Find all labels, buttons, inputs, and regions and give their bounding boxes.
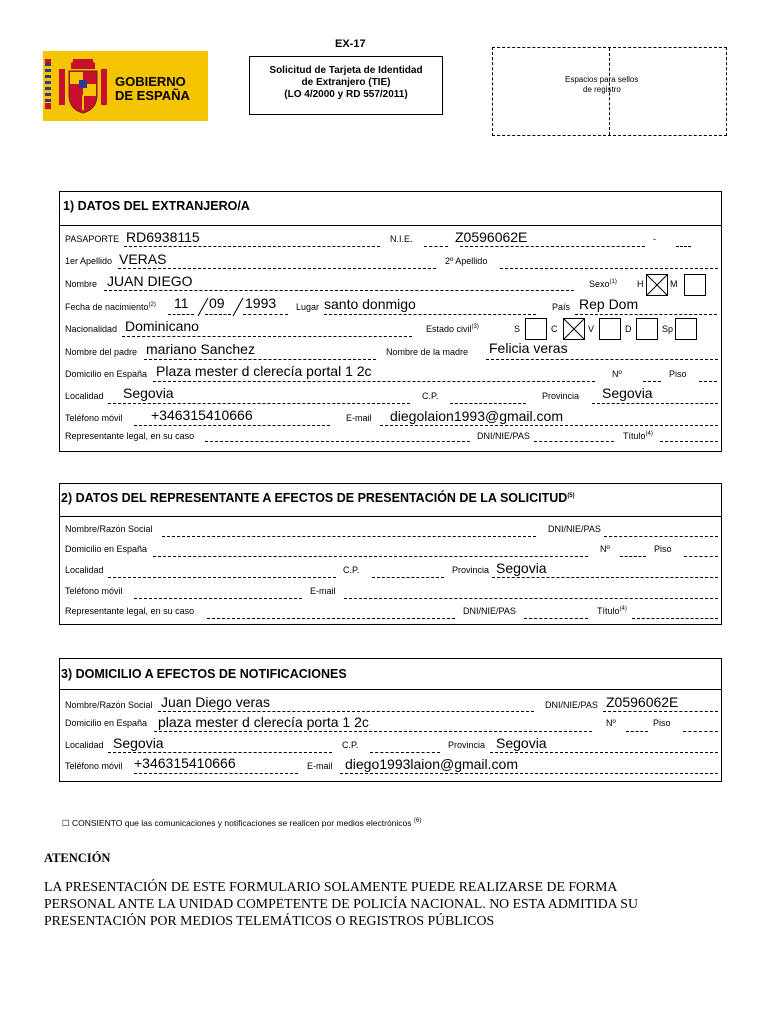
estado-s-label: S bbox=[514, 324, 521, 334]
estado-soltero-checkbox[interactable] bbox=[525, 318, 547, 340]
s3-telefono-value[interactable]: +346315410666 bbox=[134, 755, 236, 771]
s3-localidad-line bbox=[108, 752, 332, 753]
atencion-line2: PERSONAL ANTE LA UNIDAD COMPETENTE DE POLICÍA NACIONAL. NO ESTA ADMITIDA SU bbox=[44, 896, 638, 911]
s3-localidad-label: Localidad bbox=[65, 740, 104, 750]
registry-stamp-area bbox=[492, 47, 727, 136]
email-value[interactable]: diegolaion1993@gmail.com bbox=[390, 408, 563, 424]
s2-domicilio-label: Domicilio en España bbox=[65, 544, 148, 554]
fecha-mes-value[interactable]: 09 bbox=[209, 295, 225, 311]
email-label: E-mail bbox=[346, 413, 372, 423]
s2-nombre-label: Nombre/Razón Social bbox=[65, 524, 153, 534]
s2-provincia-line bbox=[492, 577, 718, 578]
fecha-dia-line bbox=[168, 314, 194, 315]
nie-line-a bbox=[424, 246, 448, 247]
padre-value[interactable]: mariano Sanchez bbox=[146, 341, 255, 357]
apellido2-label: 2º Apellido bbox=[445, 256, 488, 266]
s3-nombre-value[interactable]: Juan Diego veras bbox=[161, 694, 270, 710]
sexo-h-checkbox[interactable] bbox=[646, 274, 668, 296]
s2-dni-line[interactable] bbox=[604, 536, 718, 537]
estado-separado-checkbox[interactable] bbox=[675, 318, 697, 340]
s3-provincia-line bbox=[490, 752, 718, 753]
localidad-line bbox=[108, 403, 410, 404]
s3-email-label: E-mail bbox=[307, 761, 333, 771]
estado-v-label: V bbox=[588, 324, 595, 334]
pasaporte-line bbox=[124, 246, 380, 247]
s3-cp-label: C.P. bbox=[342, 740, 359, 750]
apellido1-value[interactable]: VERAS bbox=[119, 251, 167, 267]
s2-provincia-label: Provincia bbox=[452, 565, 490, 575]
lugar-value[interactable]: santo donmigo bbox=[324, 296, 416, 312]
localidad-value[interactable]: Segovia bbox=[123, 385, 174, 401]
consent-checkbox-text[interactable]: ☐ CONSIENTO que las comunicaciones y notificaciones se realicen por medios electrónicos $^{(6)}$ bbox=[62, 818, 422, 828]
nie-line-c bbox=[676, 246, 691, 247]
s3-email-line bbox=[340, 773, 718, 774]
estado-c-label: C bbox=[551, 324, 558, 334]
title-box bbox=[249, 56, 443, 115]
localidad-label: Localidad bbox=[65, 391, 104, 401]
titulo-line bbox=[660, 441, 718, 442]
s2-piso-line[interactable] bbox=[684, 556, 718, 557]
s3-localidad-value[interactable]: Segovia bbox=[113, 735, 164, 751]
gov-name-line2: DE ESPAÑA bbox=[115, 88, 190, 103]
title-line1: Solicitud de Tarjeta de Identidad bbox=[269, 65, 423, 76]
s2-titulo-line[interactable] bbox=[632, 618, 718, 619]
s2-cp-label: C.P. bbox=[343, 565, 360, 575]
s3-cp-line bbox=[370, 752, 440, 753]
s2-provincia-value[interactable]: Segovia bbox=[496, 560, 547, 576]
domicilio-line bbox=[153, 381, 595, 382]
cp-line bbox=[450, 403, 526, 404]
nombre-value[interactable]: JUAN DIEGO bbox=[107, 273, 193, 289]
s2-representante-label: Representante legal, en su caso bbox=[65, 606, 195, 616]
s3-dni-line bbox=[603, 711, 718, 712]
section-3-title: 3) DOMICILIO A EFECTOS DE NOTIFICACIONES bbox=[61, 667, 347, 681]
madre-line bbox=[486, 359, 718, 360]
nombre-line bbox=[104, 290, 574, 291]
section-3-title-divider bbox=[59, 689, 721, 690]
estado-sp-label: Sp bbox=[662, 324, 674, 334]
nacionalidad-label: Nacionalidad bbox=[65, 324, 118, 334]
estado-divorciado-checkbox[interactable] bbox=[636, 318, 658, 340]
representante-label: Representante legal, en su caso bbox=[65, 431, 195, 441]
s3-domicilio-label: Domicilio en España bbox=[65, 718, 148, 728]
section-1-title: 1) DATOS DEL EXTRANJERO/A bbox=[63, 199, 250, 213]
section-1-title-divider bbox=[59, 225, 721, 226]
madre-label: Nombre de la madre bbox=[386, 347, 469, 357]
pasaporte-label: PASAPORTE bbox=[65, 234, 120, 244]
s2-dni-label: DNI/NIE/PAS bbox=[548, 524, 601, 534]
fecha-anio-value[interactable]: 1993 bbox=[245, 295, 277, 311]
s2-domicilio-line[interactable] bbox=[153, 556, 588, 557]
s3-piso-label: Piso bbox=[653, 718, 671, 728]
s3-nombre-label: Nombre/Razón Social bbox=[65, 700, 153, 710]
telefono-value[interactable]: +346315410666 bbox=[151, 407, 253, 423]
s3-domicilio-line bbox=[154, 731, 592, 732]
atencion-line1: LA PRESENTACIÓN DE ESTE FORMULARIO SOLAMENTE PUEDE REALIZARSE DE FORMA bbox=[44, 879, 618, 894]
atencion-line3: PRESENTACIÓN POR MEDIOS TELEMÁTICOS O REGISTROS PÚBLICOS bbox=[44, 913, 495, 928]
s2-piso-label: Piso bbox=[654, 544, 672, 554]
s3-provincia-label: Provincia bbox=[448, 740, 486, 750]
s3-numero-label: Nº bbox=[606, 718, 616, 728]
form-code: EX-17 bbox=[335, 38, 366, 50]
titulo-label: Título$^{(4)}$ bbox=[623, 431, 653, 441]
gov-name-line1: GOBIERNO bbox=[115, 74, 186, 89]
s2-email-line[interactable] bbox=[344, 598, 718, 599]
domicilio-label: Domicilio en España bbox=[65, 369, 148, 379]
nacionalidad-line bbox=[122, 336, 412, 337]
nie-label: N.I.E. bbox=[390, 234, 413, 244]
estado-d-label: D bbox=[625, 324, 632, 334]
fecha-mes-line bbox=[205, 314, 231, 315]
estado-casado-checkbox[interactable] bbox=[563, 318, 585, 340]
s2-localidad-line[interactable] bbox=[108, 577, 336, 578]
s3-email-value[interactable]: diego1993laion@gmail.com bbox=[345, 756, 518, 772]
eu-stars bbox=[45, 63, 51, 103]
government-logo bbox=[43, 51, 208, 121]
s2-cp-line[interactable] bbox=[372, 577, 444, 578]
pais-label: País bbox=[552, 302, 571, 312]
padre-line bbox=[144, 359, 376, 360]
sexo-label: Sexo$^{(1)}$ bbox=[589, 279, 617, 289]
nie-value[interactable]: Z0596062E bbox=[455, 229, 528, 245]
s2-rep-dni-line[interactable] bbox=[524, 618, 588, 619]
representante-dni-line bbox=[534, 441, 614, 442]
s2-rep-dni-label: DNI/NIE/PAS bbox=[463, 606, 516, 616]
s2-titulo-label: Título$^{(4)}$ bbox=[597, 606, 627, 616]
representante-dni-label: DNI/NIE/PAS bbox=[477, 431, 530, 441]
s2-telefono-line[interactable] bbox=[134, 598, 302, 599]
s2-nombre-line[interactable] bbox=[162, 536, 536, 537]
nie-separator: - bbox=[653, 234, 656, 244]
lugar-line bbox=[324, 314, 536, 315]
nie-line-b bbox=[460, 246, 645, 247]
s3-dni-value[interactable]: Z0596062E bbox=[606, 694, 679, 710]
s3-domicilio-value[interactable]: plaza mester d clerecía porta 1 2c bbox=[158, 714, 369, 730]
s2-numero-line[interactable] bbox=[620, 556, 646, 557]
numero-line bbox=[643, 381, 661, 382]
s3-numero-line bbox=[626, 731, 648, 732]
sexo-m-label: M bbox=[670, 279, 678, 289]
pasaporte-value[interactable]: RD6938115 bbox=[126, 229, 200, 245]
representante-line bbox=[205, 441, 470, 442]
telefono-line bbox=[134, 425, 330, 426]
atencion-title: ATENCIÓN bbox=[44, 851, 111, 865]
domicilio-value[interactable]: Plaza mester d clerecía portal 1 2c bbox=[156, 363, 372, 379]
section-2-title-divider bbox=[59, 516, 721, 517]
padre-label: Nombre del padre bbox=[65, 347, 138, 357]
s2-telefono-label: Teléfono móvil bbox=[65, 586, 123, 596]
cp-label: C.P. bbox=[422, 391, 439, 401]
nacionalidad-value[interactable]: Dominicano bbox=[125, 318, 199, 334]
nombre-label: Nombre bbox=[65, 279, 98, 289]
s3-telefono-label: Teléfono móvil bbox=[65, 761, 123, 771]
madre-value[interactable]: Felicia veras bbox=[489, 340, 568, 356]
fecha-anio-line bbox=[243, 314, 288, 315]
telefono-label: Teléfono móvil bbox=[65, 413, 123, 423]
s3-dni-label: DNI/NIE/PAS bbox=[545, 700, 598, 710]
provincia-label: Provincia bbox=[542, 391, 580, 401]
estado-civil-label: Estado civil$^{(3)}$ bbox=[426, 324, 479, 334]
estado-viudo-checkbox[interactable] bbox=[599, 318, 621, 340]
pais-value[interactable]: Rep Dom bbox=[579, 296, 639, 312]
apellido1-label: 1er Apellido bbox=[65, 256, 113, 266]
coat-of-arms-icon bbox=[55, 55, 111, 117]
s2-numero-label: Nº bbox=[600, 544, 610, 554]
lugar-label: Lugar bbox=[296, 302, 320, 312]
pais-line bbox=[575, 314, 717, 315]
stamp-label-line1: Espacios para sellos bbox=[565, 75, 639, 84]
title-line3: (LO 4/2000 y RD 557/2011) bbox=[284, 89, 408, 100]
s3-nombre-line bbox=[158, 711, 534, 712]
title-line2: de Extranjero (TIE) bbox=[301, 77, 391, 88]
sexo-h-label: H bbox=[637, 279, 644, 289]
piso-label: Piso bbox=[669, 369, 687, 379]
section-2-title: 2) DATOS DEL REPRESENTANTE A EFECTOS DE PRESENTACIÓN DE LA SOLICITUD$^{(5)}$ bbox=[61, 491, 575, 505]
stamp-label-line2: de registro bbox=[583, 85, 621, 94]
s3-provincia-value[interactable]: Segovia bbox=[496, 735, 547, 751]
provincia-value[interactable]: Segovia bbox=[602, 385, 653, 401]
email-line bbox=[380, 425, 718, 426]
apellido2-line bbox=[500, 268, 718, 269]
s3-telefono-line bbox=[134, 773, 298, 774]
s2-email-label: E-mail bbox=[310, 586, 336, 596]
numero-label: Nº bbox=[612, 369, 622, 379]
apellido1-line bbox=[118, 268, 436, 269]
s3-piso-line bbox=[683, 731, 718, 732]
sexo-m-checkbox[interactable] bbox=[684, 274, 706, 296]
fecha-nacimiento-label: Fecha de nacimiento$^{(2)}$ bbox=[65, 302, 156, 312]
s2-localidad-label: Localidad bbox=[65, 565, 104, 575]
fecha-dia-value[interactable]: 11 bbox=[174, 295, 189, 311]
piso-line bbox=[699, 381, 717, 382]
s2-representante-line[interactable] bbox=[207, 618, 455, 619]
provincia-line bbox=[592, 403, 718, 404]
